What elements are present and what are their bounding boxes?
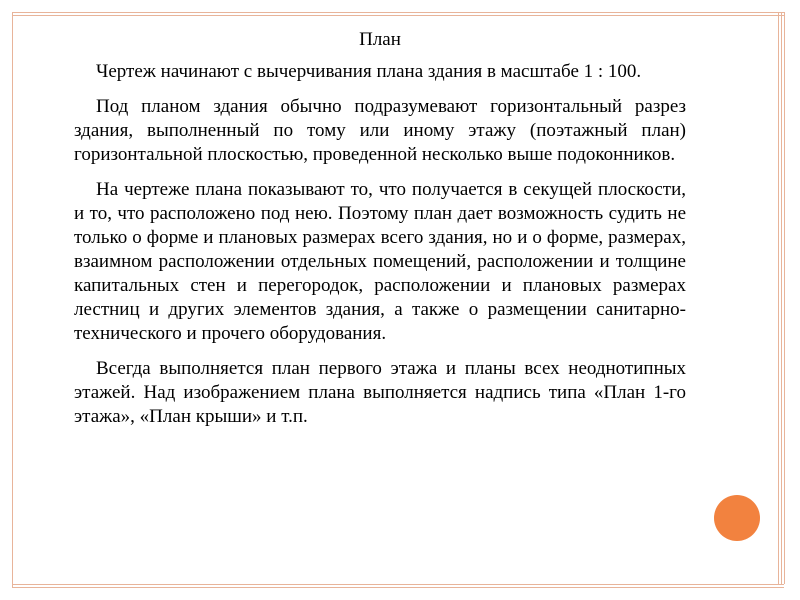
frame-border-bottom — [12, 584, 784, 585]
frame-border-right-outer — [784, 12, 785, 584]
slide-content — [74, 28, 686, 440]
paragraph-3: На чертеже плана показывают то, что получается в секущей плоскости, и то, что расположено под нею. Поэтому план дает возможность судить не только о форме и плановых размерах всего здания, но и о форме, размерах, взаимном расположении отдельных помещений, расположении и толщине капитальных стен и перегородок, расположении и плановых размерах лестниц и других элементов здания, а также о размещении санитарно-технического и прочего оборудования. — [74, 179, 686, 344]
paragraph-1: Чертеж начинают с вычерчивания плана здания в масштабе 1 : 100. — [96, 61, 642, 82]
frame-border-top-inner — [12, 15, 784, 16]
frame-border-right-middle — [781, 12, 782, 584]
decorative-orange-circle — [714, 495, 760, 541]
frame-border-right — [778, 12, 779, 584]
frame-border-bottom-outer — [12, 587, 784, 588]
paragraph-2: Под планом здания обычно подразумевают горизонтальный разрез здания, выполненный по тому или иному этажу (поэтажный план) горизонтальной плоскостью, проведенной несколько выше подоконников. — [74, 96, 686, 165]
slide-title: План — [359, 29, 401, 50]
frame-border-left — [12, 12, 13, 588]
frame-border-top — [12, 12, 784, 13]
paragraph-4: Всегда выполняется план первого этажа и планы всех неоднотипных этажей. Над изображением плана выполняется надпись типа «План 1-го этажа», «План крыши» и т.п. — [74, 358, 686, 427]
